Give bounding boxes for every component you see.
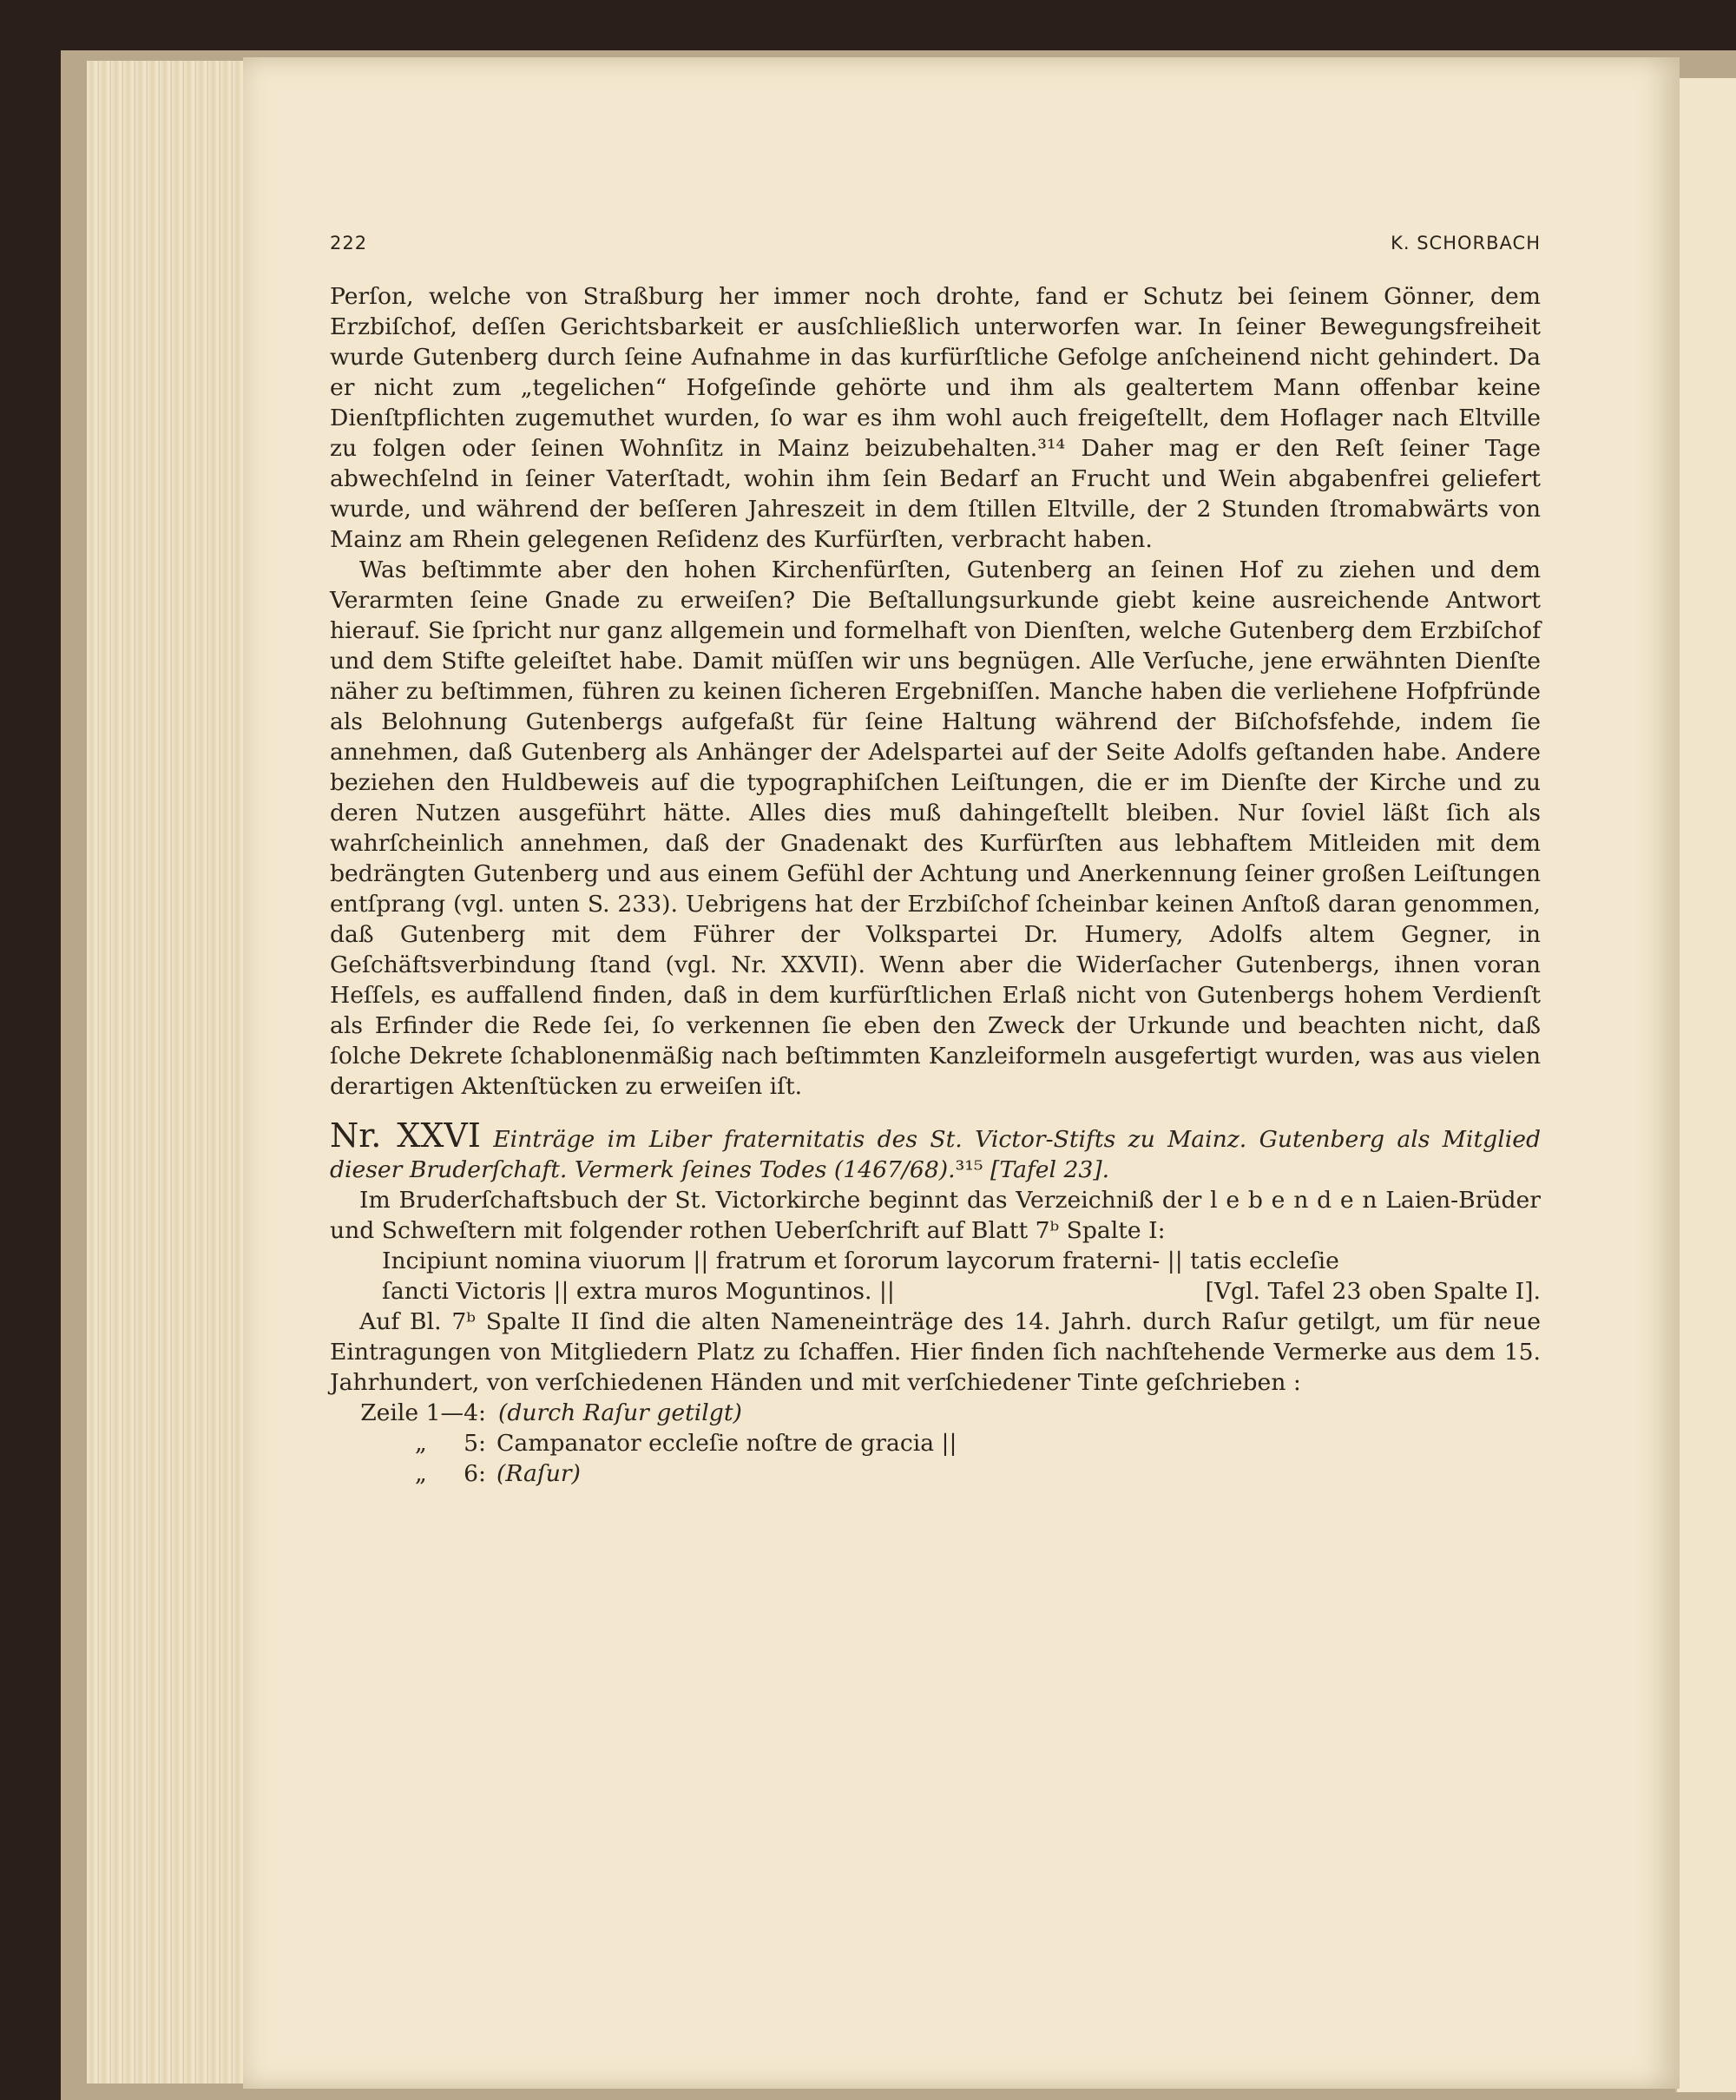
entry-label: Zeile 1—4: xyxy=(360,1399,486,1426)
running-head xyxy=(330,233,1541,253)
paragraph-1: Perſon, welche von Straßburg her immer noch drohte, fand er Schutz bei ſeinem Gönner, dem Erzbiſchof, deſſen Gerichtsbarkeit er ausſchließlich unterworfen war. In ſeiner Bewegungsfreiheit wurde Gutenberg durch ſeine Aufnahme in das kurfürſtliche Gefolge anſcheinend nicht gehindert. Da er nicht zum „tegelichen“ Hofgeſinde gehörte und ihm als gealtertem Mann offenbar keine Dienſtpflichten zugemuthet wurden, ſo war es ihm wohl auch freigeſtellt, dem Hoflager nach Eltville zu folgen oder ſeinen Wohnſitz in Mainz beizubehalten.³¹⁴ Daher mag er den Reſt ſeiner Tage abwechſelnd in ſeiner Vaterſtadt, wohin ihm ſein Bedarf an Frucht und Wein abgabenfrei geliefert wurde, und während der beſſeren Jahreszeit in dem ſtillen Eltville, der 2 Stunden ſtromabwärts von Mainz am Rhein gelegenen Reſidenz des Kurfürſten, verbracht haben. xyxy=(330,283,1541,553)
section-footnote: ³¹⁵ xyxy=(955,1156,983,1183)
quotation xyxy=(330,1246,1541,1307)
entry-text: Campanator eccleſie noſtre de gracia || xyxy=(496,1430,957,1457)
quote-line-2-text: ſancti Victoris || extra muros Moguntinos. || xyxy=(382,1278,895,1305)
page-text-block xyxy=(330,233,1541,1489)
section-number: Nr. XXVI xyxy=(330,1116,481,1155)
list-item xyxy=(359,1428,1541,1458)
list-item xyxy=(359,1398,1541,1428)
paragraph-3: Auf Bl. 7ᵇ Spalte II ſind die alten Nameneinträge des 14. Jahrh. durch Raſur getilgt, um für neue Eintragungen von Mitgliedern Platz zu ſchaffen. Hier finden ſich nachſtehende Vermerke aus dem 15. Jahrhundert, von verſchiedenen Händen und mit verſchiedener Tinte geſchrieben : xyxy=(330,1308,1541,1396)
entry-text: (Raſur) xyxy=(496,1460,581,1487)
paragraph-2: Was beſtimmte aber den hohen Kirchenfürſten, Gutenberg an ſeinen Hof zu ziehen und dem Verarmten ſeine Gnade zu erweiſen? Die Beſtallungsurkunde giebt keine ausreichende Antwort hierauf. Sie ſpricht nur ganz allgemein und formelhaft von Dienſten, welche Gutenberg dem Erzbiſchof und dem Stifte geleiſtet habe. Damit müſſen wir uns begnügen. Alle Verſuche, jene erwähnten Dienſte näher zu beſtimmen, führen zu keinen ſicheren Ergebniſſen. Manche haben die verliehene Hofpfründe als Belohnung Gutenbergs aufgefaßt für ſeine Haltung während der Biſchofsfehde, indem ſie annehmen, daß Gutenberg als Anhänger der Adelspartei auf der Seite Adolfs geſtanden habe. Andere beziehen den Huldbeweis auf die typographiſchen Leiſtungen, die er im Dienſte der Kirche und zu deren Nutzen ausgeführt hätte. Alles dies muß dahingeſtellt bleiben. Nur ſoviel läßt ſich als wahrſcheinlich annehmen, daß der Gnadenakt des Kurfürſten aus lebhaftem Mitleiden mit dem bedrängten Gutenberg und aus einem Gefühl der Achtung und Anerkennung ſeiner großen Leiſtungen entſprang (vgl. unten S. 233). Uebrigens hat der Erzbiſchof ſcheinbar keinen Anſtoß daran genommen, daß Gutenberg mit dem Führer der Volkspartei Dr. Humery, Adolfs altem Gegner, in Geſchäftsverbindung ſtand (vgl. Nr. XXVII). Wenn aber die Widerſacher Gutenbergs, ihnen voran Heſſels, es auffallend finden, daß in dem kurfürſtlichen Erlaß nicht von Gutenbergs hohem Verdienſt als Erfinder die Rede ſei, ſo verkennen ſie eben den Zweck der Urkunde und beachten nicht, daß ſolche Dekrete ſchablonenmäßig nach beſtimmten Kanzleiformeln ausgefertigt wurden, was aus vielen derartigen Aktenſtücken zu erweiſen iſt. xyxy=(330,556,1541,1100)
page-number: 222 xyxy=(330,233,368,253)
section-title: Einträge im Liber fraternitatis des St. Victor-Stifts zu Mainz. Gutenberg als Mitglied dieser Bruderſchaft. Vermerk ſeines Todes (1467/68). xyxy=(330,1126,1541,1183)
section-heading xyxy=(330,1116,1541,1185)
intro-paragraph: Im Bruderſchaftsbuch der St. Victorkirche beginnt das Verzeichniß der l e b e n d e n Laien-Brüder und Schweſtern mit folgender rothen Ueberſchrift auf Blatt 7ᵇ Spalte I: xyxy=(330,1187,1541,1244)
list-item xyxy=(359,1458,1541,1489)
quote-line-1: Incipiunt nomina viuorum || fratrum et ſororum laycorum fraterni- || tatis eccleſie xyxy=(382,1247,1339,1274)
entry-ditto: „ xyxy=(415,1430,427,1457)
running-head-author: K. SCHORBACH xyxy=(1391,233,1541,253)
entry-list xyxy=(359,1398,1541,1489)
entry-ditto: „ xyxy=(415,1460,427,1487)
entry-label: 6: xyxy=(464,1460,486,1487)
section-plate-ref: [Tafel 23]. xyxy=(990,1156,1110,1183)
entry-text: (durch Raſur getilgt) xyxy=(498,1399,742,1426)
quote-line-2 xyxy=(330,1276,1541,1307)
quote-reference: [Vgl. Tafel 23 oben Spalte I]. xyxy=(1205,1278,1541,1305)
page-edges xyxy=(87,61,260,2084)
facing-page-edge xyxy=(1675,78,1736,2092)
entry-label: 5: xyxy=(464,1430,486,1457)
